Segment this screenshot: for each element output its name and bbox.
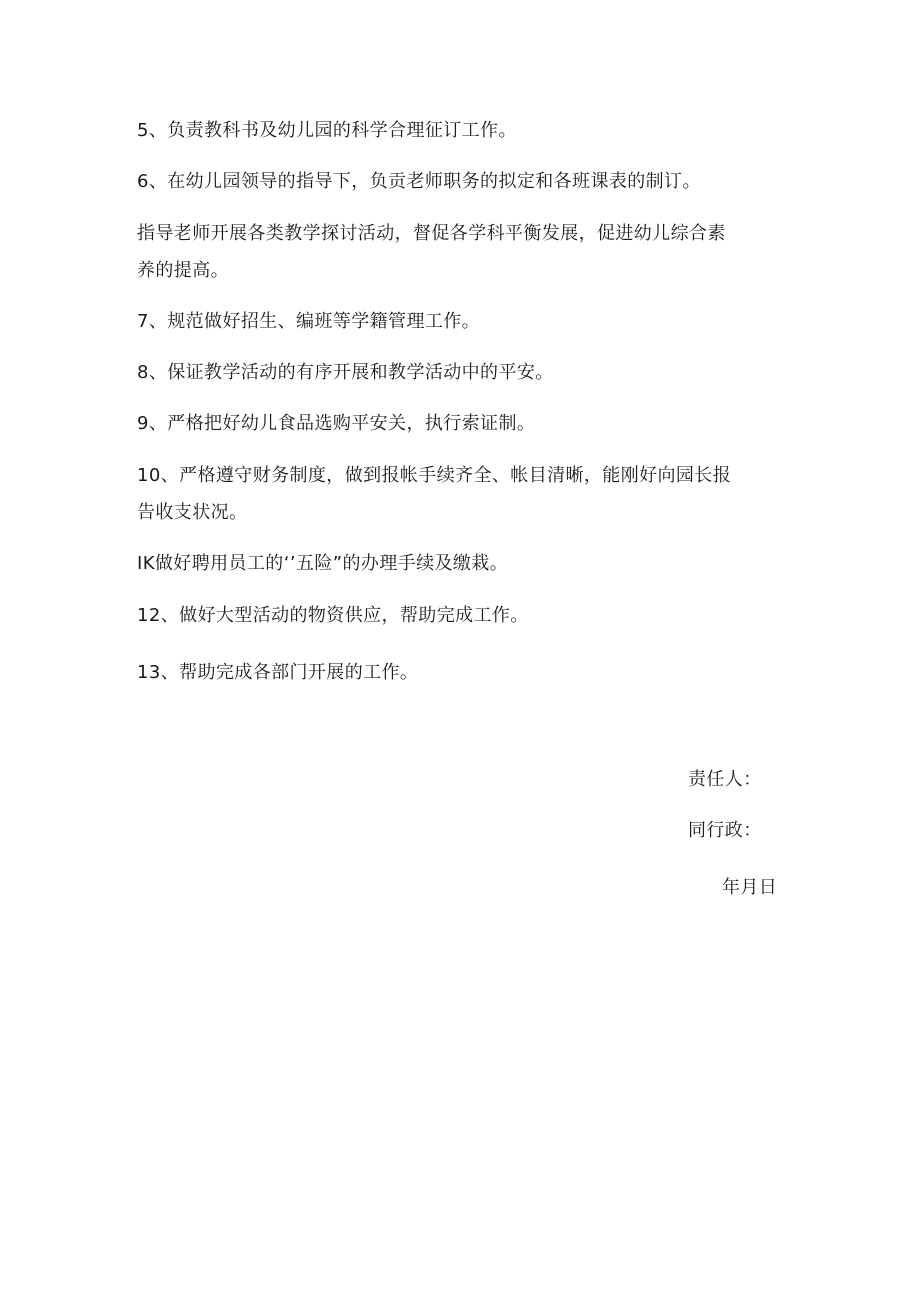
administration-label: 同行政： — [688, 820, 762, 841]
item-6-detail-line-1: 指导老师开展各类教学探讨活动，督促各学科平衡发展，促进幼儿综合素 — [137, 223, 726, 244]
item-6-detail-line-2: 养的提高。 — [137, 260, 229, 281]
item-8: 8、保证教学活动的有序开展和教学活动中的平安。 — [137, 362, 554, 383]
item-6: 6、在幼儿园领导的指导下，负贡老师职务的拟定和各班课表的制订。 — [137, 171, 701, 192]
item-9: 9、严格把好幼儿食品选购平安关，执行索证制。 — [137, 413, 536, 434]
item-5: 5、负责教科书及幼儿园的科学合理征订工作。 — [137, 120, 517, 141]
item-10-line-1: 10、严格遵守财务制度，做到报帐手续齐全、帐目清晰，能刚好向园长报 — [137, 465, 732, 486]
item-7: 7、规范做好招生、编班等学籍管理工作。 — [137, 311, 481, 332]
item-11: IK做好聘用员工的‘’五险”的办理手续及缴栽。 — [137, 553, 509, 574]
responsible-person-label: 责任人： — [688, 769, 762, 790]
item-12: 12、做好大型活动的物资供应，帮助完成工作。 — [137, 605, 529, 626]
item-13: 13、帮助完成各部门开展的工作。 — [137, 662, 419, 683]
item-10-line-2: 告收支状况。 — [137, 502, 248, 523]
date-label: 年月日 — [722, 877, 778, 898]
